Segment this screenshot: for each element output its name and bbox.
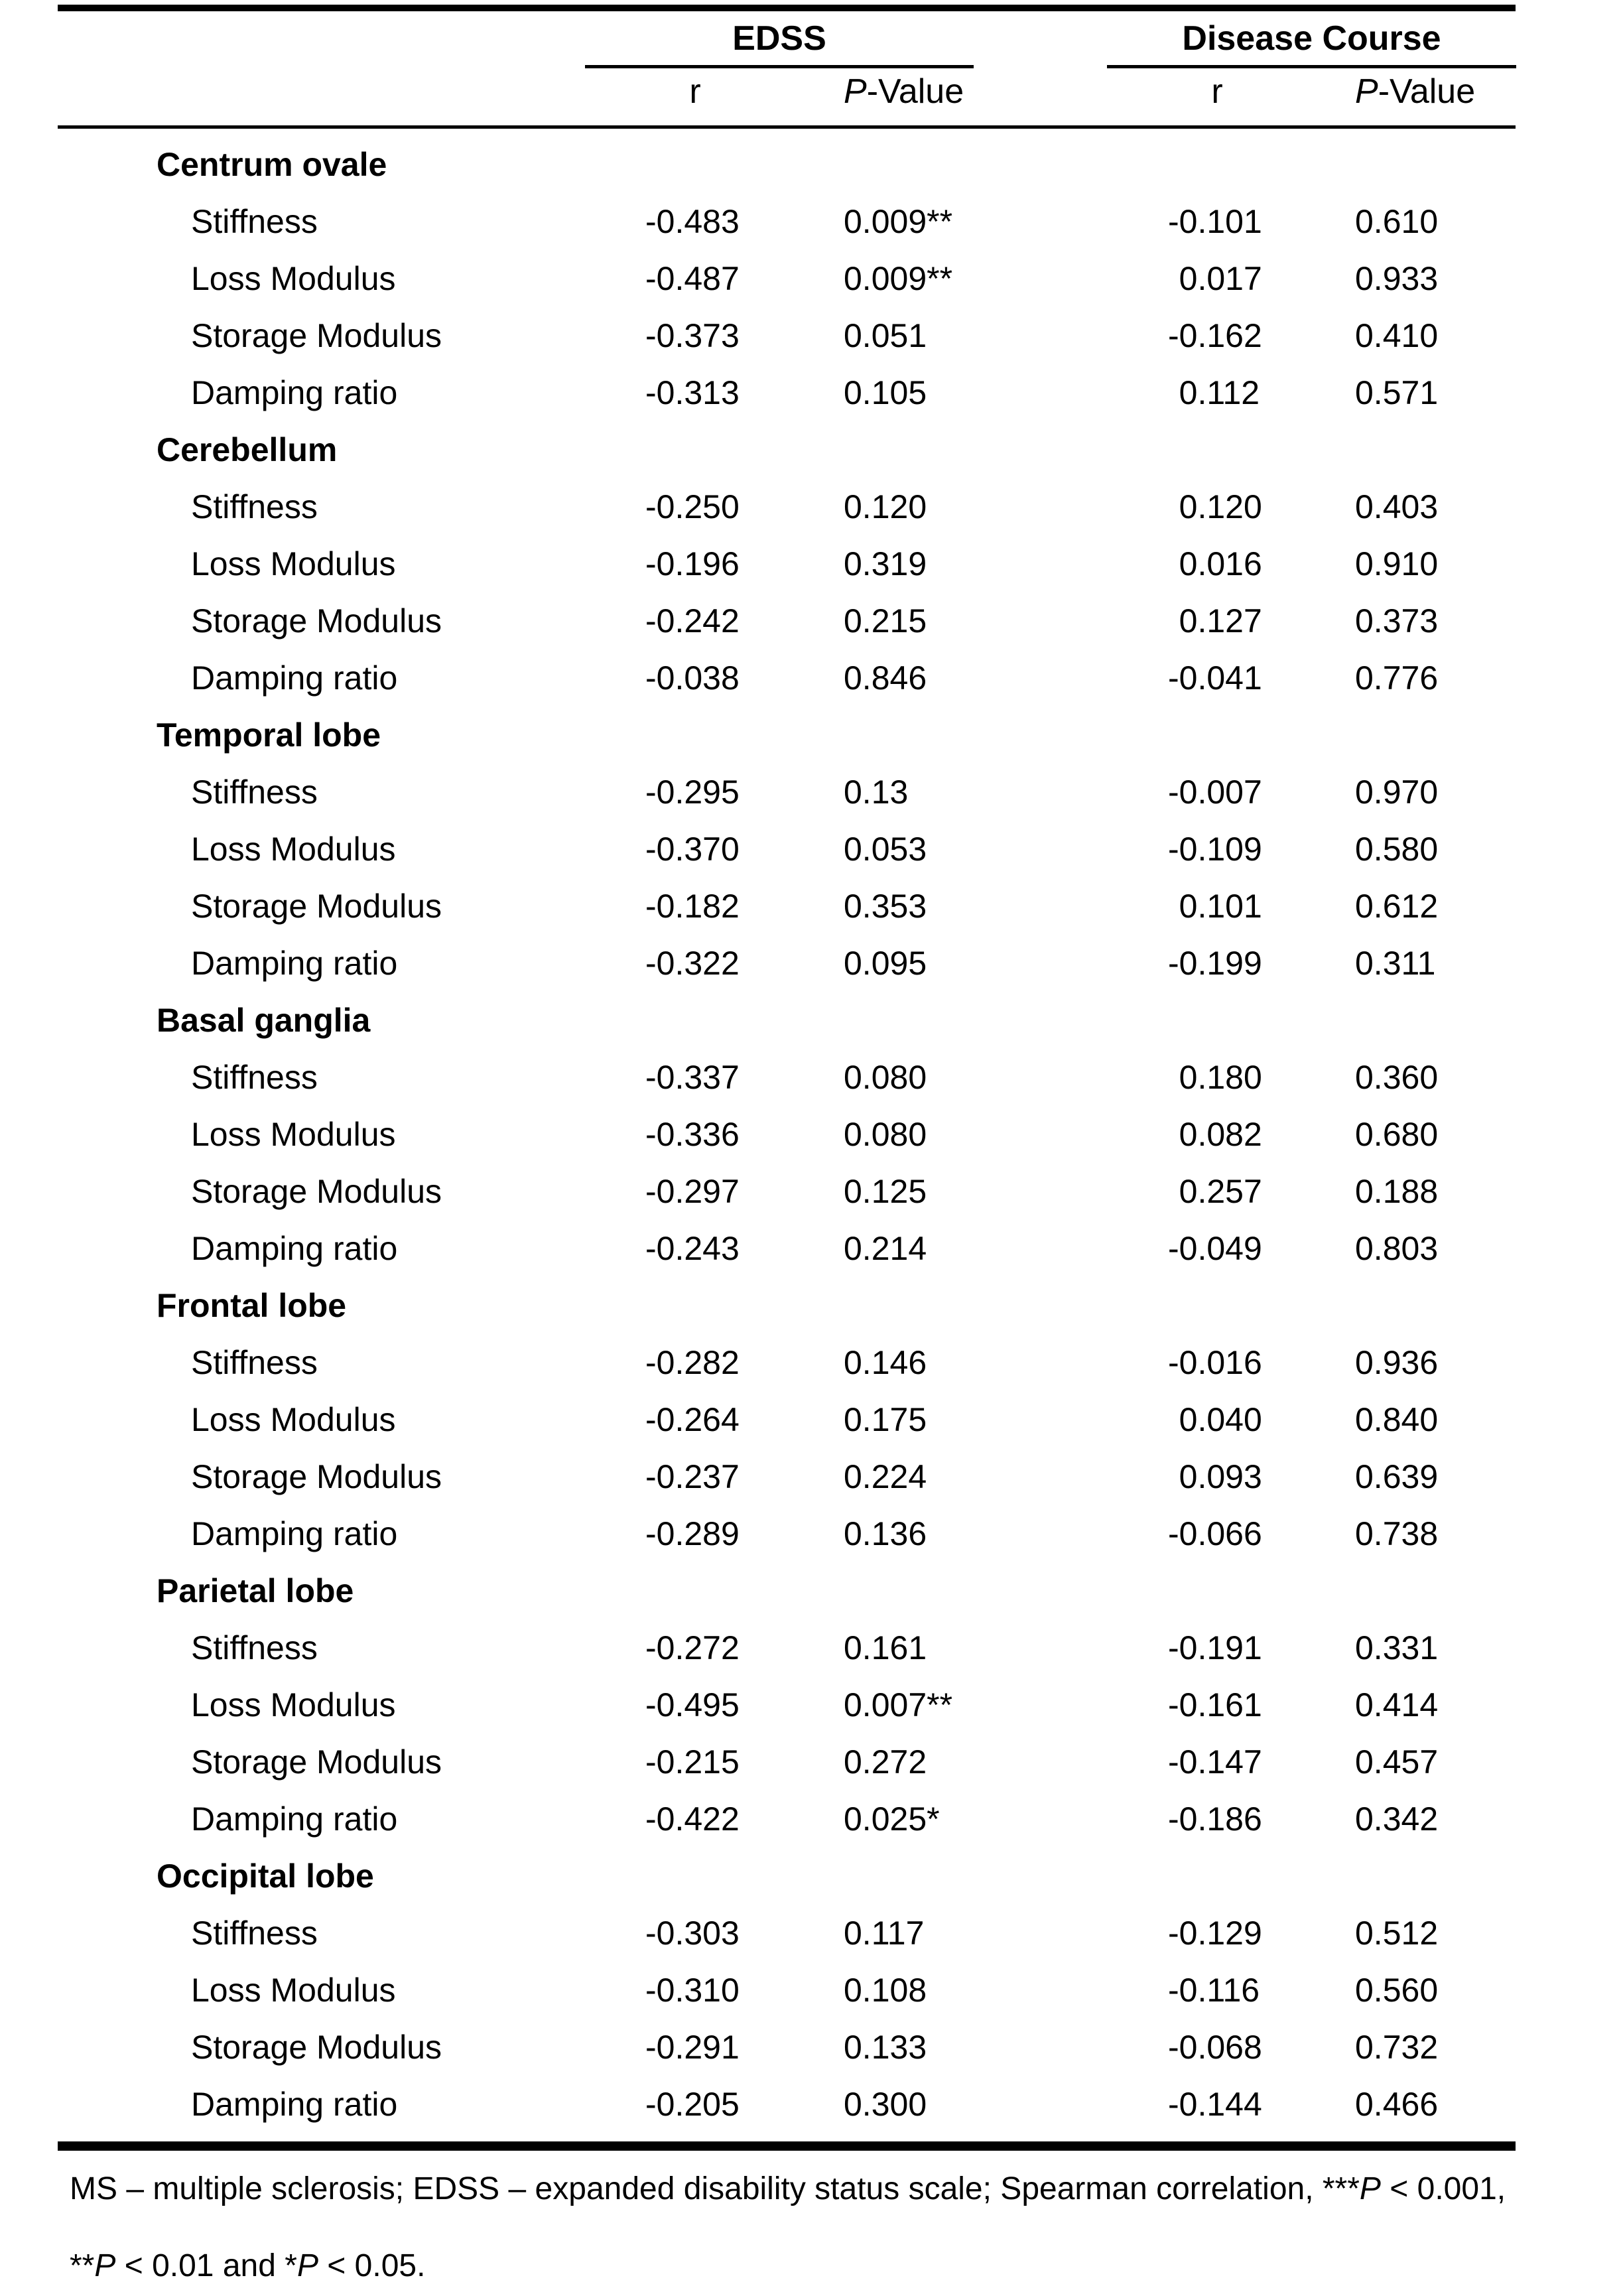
cell-dc-r: 0.017 (1179, 260, 1262, 297)
section-name: Occipital lobe (157, 1857, 374, 1895)
cell-edss-p-value: 0.846 (844, 659, 927, 697)
cell-dc-r: -0.101 (1168, 203, 1262, 240)
cell-edss-p-value: 0.009** (844, 260, 953, 297)
cell-dc-p-value: 0.414 (1355, 1686, 1439, 1723)
row-label: Storage Modulus (191, 602, 442, 640)
cell-edss-p-value: 0.214 (844, 1230, 927, 1267)
table-row (0, 1049, 1621, 1106)
table-row (0, 2076, 1621, 2133)
row-label: Damping ratio (191, 2086, 398, 2123)
cell-edss-p-value: 0.175 (844, 1401, 927, 1438)
cell-dc-p-value: 0.840 (1355, 1401, 1439, 1438)
table-bottom-rule (58, 2141, 1516, 2151)
cell-edss-r: -0.483 (645, 203, 740, 240)
cell-dc-r: -0.049 (1168, 1230, 1262, 1267)
cell-dc-p-value: 0.970 (1355, 774, 1439, 811)
cell-edss-r: -0.250 (645, 488, 740, 525)
cell-dc-p-value: 0.738 (1355, 1515, 1439, 1552)
cell-dc-r: -0.191 (1168, 1629, 1262, 1666)
cell-dc-r: -0.199 (1168, 945, 1262, 982)
cell-dc-r: -0.147 (1168, 1743, 1262, 1781)
footnote-line-1: MS – multiple sclerosis; EDSS – expanded disability status scale; Spearman correlation, ***P < 0.001, (70, 2171, 1506, 2206)
cell-edss-r: -0.242 (645, 602, 740, 640)
cell-dc-p-value: 0.732 (1355, 2029, 1439, 2066)
row-label: Stiffness (191, 774, 318, 811)
cell-edss-p-value: 0.009** (844, 203, 953, 240)
row-label: Storage Modulus (191, 2029, 442, 2066)
cell-edss-r: -0.237 (645, 1458, 740, 1495)
cell-edss-r: -0.272 (645, 1629, 740, 1666)
cell-edss-r: -0.295 (645, 774, 740, 811)
table-row (0, 535, 1621, 592)
cell-edss-r: -0.336 (645, 1116, 740, 1153)
cell-dc-r: -0.041 (1168, 659, 1262, 697)
cell-dc-p-value: 0.680 (1355, 1116, 1439, 1153)
cell-edss-p-value: 0.105 (844, 374, 927, 411)
row-label: Loss Modulus (191, 1972, 396, 2009)
cell-dc-r: -0.116 (1168, 1972, 1260, 2009)
section-header-row (0, 1562, 1621, 1619)
section-name: Frontal lobe (157, 1287, 347, 1324)
table-row (0, 1790, 1621, 1848)
cell-edss-p-value: 0.161 (844, 1629, 927, 1666)
disease-course-group-underline (1107, 65, 1516, 68)
cell-edss-p-value: 0.300 (844, 2086, 927, 2123)
row-label: Loss Modulus (191, 831, 396, 868)
cell-dc-p-value: 0.466 (1355, 2086, 1439, 2123)
cell-dc-p-value: 0.612 (1355, 888, 1439, 925)
cell-edss-p-value: 0.133 (844, 2029, 927, 2066)
cell-dc-r: -0.007 (1168, 774, 1262, 811)
cell-edss-p-value: 0.120 (844, 488, 927, 525)
table-row (0, 1505, 1621, 1562)
table-row (0, 1676, 1621, 1733)
cell-dc-r: -0.068 (1168, 2029, 1262, 2066)
row-label: Damping ratio (191, 1515, 398, 1552)
column-group-header-edss: EDSS (732, 19, 826, 58)
cell-edss-r: -0.487 (645, 260, 740, 297)
cell-dc-p-value: 0.342 (1355, 1800, 1439, 1838)
cell-dc-r: 0.082 (1179, 1116, 1262, 1153)
row-label: Loss Modulus (191, 1401, 396, 1438)
cell-edss-r: -0.373 (645, 317, 740, 354)
section-name: Centrum ovale (157, 146, 387, 183)
row-label: Damping ratio (191, 374, 398, 411)
cell-dc-r: -0.109 (1168, 831, 1262, 868)
table-row (0, 1220, 1621, 1277)
cell-edss-r: -0.282 (645, 1344, 740, 1381)
row-label: Stiffness (191, 1629, 318, 1666)
table-row (0, 2019, 1621, 2076)
cell-dc-p-value: 0.512 (1355, 1915, 1439, 1952)
cell-dc-p-value: 0.457 (1355, 1743, 1439, 1781)
cell-edss-r: -0.310 (645, 1972, 740, 2009)
cell-edss-r: -0.303 (645, 1915, 740, 1952)
row-label: Storage Modulus (191, 317, 442, 354)
row-label: Storage Modulus (191, 888, 442, 925)
cell-dc-p-value: 0.360 (1355, 1059, 1439, 1096)
cell-edss-p-value: 0.007** (844, 1686, 953, 1723)
cell-edss-r: -0.038 (645, 659, 740, 697)
table-row (0, 364, 1621, 421)
cell-dc-p-value: 0.188 (1355, 1173, 1439, 1210)
cell-dc-p-value: 0.373 (1355, 602, 1439, 640)
cell-edss-p-value: 0.080 (844, 1059, 927, 1096)
row-label: Loss Modulus (191, 1686, 396, 1723)
cell-edss-r: -0.322 (645, 945, 740, 982)
cell-dc-r: 0.127 (1179, 602, 1262, 640)
cell-edss-r: -0.243 (645, 1230, 740, 1267)
row-label: Loss Modulus (191, 260, 396, 297)
cell-dc-p-value: 0.610 (1355, 203, 1439, 240)
cell-edss-r: -0.337 (645, 1059, 740, 1096)
row-label: Storage Modulus (191, 1458, 442, 1495)
cell-edss-r: -0.422 (645, 1800, 740, 1838)
section-header-row (0, 421, 1621, 478)
cell-edss-p-value: 0.125 (844, 1173, 927, 1210)
cell-edss-r: -0.196 (645, 545, 740, 582)
table-row (0, 649, 1621, 707)
row-label: Damping ratio (191, 945, 398, 982)
row-label: Storage Modulus (191, 1173, 442, 1210)
cell-dc-p-value: 0.403 (1355, 488, 1439, 525)
column-header-edss-p-value: P-Value (844, 72, 964, 111)
cell-dc-r: -0.144 (1168, 2086, 1262, 2123)
cell-edss-p-value: 0.272 (844, 1743, 927, 1781)
section-name: Cerebellum (157, 431, 338, 468)
table-row (0, 1905, 1621, 1962)
cell-edss-r: -0.289 (645, 1515, 740, 1552)
cell-edss-r: -0.291 (645, 2029, 740, 2066)
table-row (0, 1733, 1621, 1790)
row-label: Loss Modulus (191, 1116, 396, 1153)
cell-dc-r: 0.180 (1179, 1059, 1262, 1096)
cell-dc-p-value: 0.580 (1355, 831, 1439, 868)
row-label: Storage Modulus (191, 1743, 442, 1781)
cell-edss-p-value: 0.224 (844, 1458, 927, 1495)
cell-edss-p-value: 0.080 (844, 1116, 927, 1153)
cell-edss-r: -0.264 (645, 1401, 740, 1438)
row-label: Loss Modulus (191, 545, 396, 582)
cell-dc-r: 0.120 (1179, 488, 1262, 525)
cell-edss-p-value: 0.353 (844, 888, 927, 925)
footnote-line-2: **P < 0.01 and *P < 0.05. (70, 2248, 426, 2283)
cell-edss-p-value: 0.108 (844, 1972, 927, 2009)
table-row (0, 1448, 1621, 1505)
cell-edss-p-value: 0.053 (844, 831, 927, 868)
cell-edss-p-value: 0.136 (844, 1515, 927, 1552)
cell-dc-r: -0.016 (1168, 1344, 1262, 1381)
cell-dc-r: 0.257 (1179, 1173, 1262, 1210)
cell-dc-r: 0.112 (1179, 374, 1260, 411)
column-header-edss-r: r (689, 72, 701, 111)
table-row (0, 1619, 1621, 1676)
table-top-rule (58, 5, 1516, 11)
row-label: Damping ratio (191, 1800, 398, 1838)
section-name: Parietal lobe (157, 1572, 354, 1609)
row-label: Stiffness (191, 1059, 318, 1096)
row-label: Damping ratio (191, 1230, 398, 1267)
section-header-row (0, 136, 1621, 193)
section-header-row (0, 992, 1621, 1049)
table-row (0, 1962, 1621, 2019)
cell-dc-p-value: 0.410 (1355, 317, 1439, 354)
section-header-row (0, 707, 1621, 764)
cell-dc-r: -0.186 (1168, 1800, 1262, 1838)
cell-edss-r: -0.313 (645, 374, 740, 411)
cell-dc-p-value: 0.933 (1355, 260, 1439, 297)
row-label: Stiffness (191, 488, 318, 525)
table-row (0, 193, 1621, 250)
cell-dc-p-value: 0.311 (1355, 945, 1436, 982)
row-label: Stiffness (191, 1344, 318, 1381)
column-header-dc-r: r (1211, 72, 1223, 111)
row-label: Stiffness (191, 1915, 318, 1952)
cell-dc-r: 0.016 (1179, 545, 1262, 582)
column-header-dc-p-value: P-Value (1355, 72, 1476, 111)
cell-edss-r: -0.370 (645, 831, 740, 868)
cell-dc-r: -0.162 (1168, 317, 1262, 354)
cell-dc-p-value: 0.910 (1355, 545, 1439, 582)
section-header-row (0, 1277, 1621, 1334)
header-separator-rule (58, 125, 1516, 129)
cell-edss-r: -0.205 (645, 2086, 740, 2123)
table-row (0, 1106, 1621, 1163)
cell-edss-p-value: 0.146 (844, 1344, 927, 1381)
table-body (0, 136, 1621, 2133)
cell-edss-p-value: 0.13 (844, 774, 909, 811)
cell-dc-p-value: 0.776 (1355, 659, 1439, 697)
cell-edss-p-value: 0.215 (844, 602, 927, 640)
section-name: Temporal lobe (157, 716, 381, 754)
table-row (0, 1163, 1621, 1220)
cell-dc-r: 0.101 (1179, 888, 1262, 925)
cell-edss-r: -0.495 (645, 1686, 740, 1723)
cell-dc-p-value: 0.560 (1355, 1972, 1439, 2009)
cell-edss-p-value: 0.095 (844, 945, 927, 982)
table-row (0, 592, 1621, 649)
cell-edss-r: -0.215 (645, 1743, 740, 1781)
table-row (0, 307, 1621, 364)
section-header-row (0, 1848, 1621, 1905)
cell-dc-p-value: 0.803 (1355, 1230, 1439, 1267)
cell-dc-r: 0.093 (1179, 1458, 1262, 1495)
row-label: Damping ratio (191, 659, 398, 697)
cell-dc-r: -0.161 (1168, 1686, 1262, 1723)
table-row (0, 478, 1621, 535)
cell-edss-p-value: 0.051 (844, 317, 927, 354)
cell-dc-r: 0.040 (1179, 1401, 1262, 1438)
table-row (0, 764, 1621, 821)
edss-group-underline (585, 65, 974, 68)
table-row (0, 821, 1621, 878)
cell-edss-p-value: 0.319 (844, 545, 927, 582)
cell-dc-p-value: 0.936 (1355, 1344, 1439, 1381)
table-row (0, 878, 1621, 935)
cell-dc-p-value: 0.639 (1355, 1458, 1439, 1495)
table-row (0, 1391, 1621, 1448)
cell-edss-p-value: 0.025* (844, 1800, 940, 1838)
cell-dc-r: -0.129 (1168, 1915, 1262, 1952)
section-name: Basal ganglia (157, 1002, 371, 1039)
table-row (0, 935, 1621, 992)
cell-dc-p-value: 0.571 (1355, 374, 1439, 411)
column-group-header-disease-course: Disease Course (1182, 19, 1441, 58)
row-label: Stiffness (191, 203, 318, 240)
cell-edss-p-value: 0.117 (844, 1915, 925, 1952)
cell-dc-r: -0.066 (1168, 1515, 1262, 1552)
cell-dc-p-value: 0.331 (1355, 1629, 1439, 1666)
table-row (0, 250, 1621, 307)
cell-edss-r: -0.182 (645, 888, 740, 925)
table-row (0, 1334, 1621, 1391)
cell-edss-r: -0.297 (645, 1173, 740, 1210)
